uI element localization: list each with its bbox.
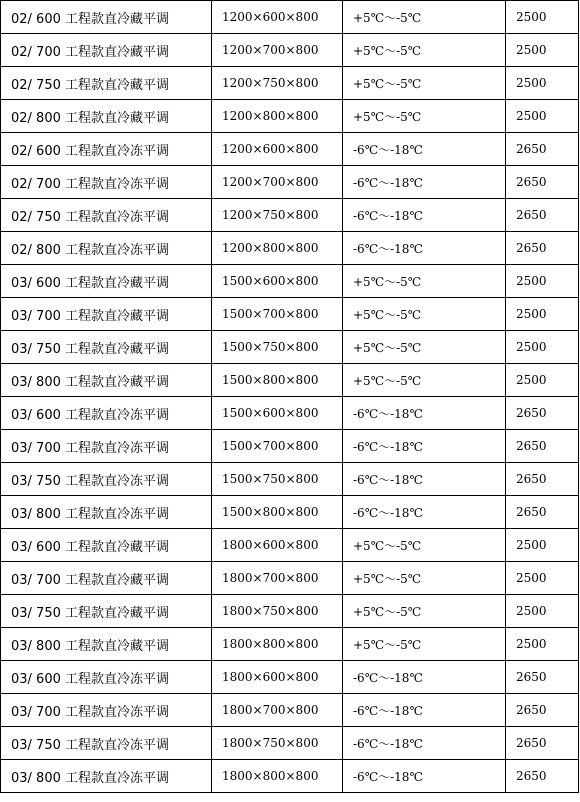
price-cell: 2500: [506, 1, 579, 34]
price-cell: 2500: [506, 628, 579, 661]
temperature-cell: -6℃～-18℃: [343, 232, 506, 265]
temperature-cell: +5℃～-5℃: [343, 1, 506, 34]
table-row: [1, 1, 579, 34]
model-cell: 02/ 750 工程款直冷冻平调: [1, 199, 212, 232]
temperature-cell: +5℃～-5℃: [343, 265, 506, 298]
model-cell: 03/ 750 工程款直冷藏平调: [1, 331, 212, 364]
size-cell: 1500×750×800: [212, 331, 343, 364]
price-cell: 2650: [506, 694, 579, 727]
size-cell: 1200×800×800: [212, 100, 343, 133]
temperature-cell: +5℃～-5℃: [343, 100, 506, 133]
temperature-cell: -6℃～-18℃: [343, 727, 506, 760]
temperature-cell: +5℃～-5℃: [343, 364, 506, 397]
model-cell: 03/ 700 工程款直冷藏平调: [1, 298, 212, 331]
temperature-cell: +5℃～-5℃: [343, 595, 506, 628]
model-cell: 03/ 700 工程款直冷冻平调: [1, 430, 212, 463]
model-cell: 02/ 750 工程款直冷藏平调: [1, 67, 212, 100]
table-row: [1, 364, 579, 397]
table-row: [1, 265, 579, 298]
table-row: [1, 67, 579, 100]
size-cell: 1500×800×800: [212, 364, 343, 397]
price-cell: 2650: [506, 430, 579, 463]
temperature-cell: +5℃～-5℃: [343, 67, 506, 100]
table-body: [1, 1, 579, 793]
size-cell: 1800×750×800: [212, 595, 343, 628]
size-cell: 1200×750×800: [212, 67, 343, 100]
table-row: [1, 430, 579, 463]
price-cell: 2650: [506, 661, 579, 694]
size-cell: 1200×600×800: [212, 1, 343, 34]
table-row: [1, 463, 579, 496]
price-cell: 2500: [506, 67, 579, 100]
price-cell: 2500: [506, 595, 579, 628]
model-cell: 03/ 600 工程款直冷冻平调: [1, 661, 212, 694]
table-row: [1, 298, 579, 331]
price-cell: 2500: [506, 100, 579, 133]
table-row: [1, 34, 579, 67]
model-cell: 03/ 800 工程款直冷冻平调: [1, 760, 212, 793]
size-cell: 1200×700×800: [212, 166, 343, 199]
price-cell: 2650: [506, 232, 579, 265]
temperature-cell: +5℃～-5℃: [343, 331, 506, 364]
model-cell: 02/ 600 工程款直冷冻平调: [1, 133, 212, 166]
table-row: [1, 331, 579, 364]
price-cell: 2650: [506, 133, 579, 166]
temperature-cell: +5℃～-5℃: [343, 298, 506, 331]
temperature-cell: -6℃～-18℃: [343, 496, 506, 529]
size-cell: 1800×750×800: [212, 727, 343, 760]
size-cell: 1800×600×800: [212, 529, 343, 562]
temperature-cell: -6℃～-18℃: [343, 694, 506, 727]
temperature-cell: +5℃～-5℃: [343, 562, 506, 595]
table-row: [1, 397, 579, 430]
temperature-cell: +5℃～-5℃: [343, 529, 506, 562]
model-cell: 02/ 700 工程款直冷藏平调: [1, 34, 212, 67]
model-cell: 03/ 750 工程款直冷藏平调: [1, 595, 212, 628]
price-cell: 2650: [506, 760, 579, 793]
table-row: [1, 199, 579, 232]
table-row: [1, 760, 579, 793]
size-cell: 1200×600×800: [212, 133, 343, 166]
size-cell: 1500×750×800: [212, 463, 343, 496]
temperature-cell: +5℃～-5℃: [343, 34, 506, 67]
size-cell: 1800×600×800: [212, 661, 343, 694]
size-cell: 1200×750×800: [212, 199, 343, 232]
table-row: [1, 133, 579, 166]
model-cell: 03/ 800 工程款直冷藏平调: [1, 628, 212, 661]
price-cell: 2500: [506, 331, 579, 364]
price-cell: 2500: [506, 364, 579, 397]
table-row: [1, 166, 579, 199]
temperature-cell: -6℃～-18℃: [343, 661, 506, 694]
size-cell: 1200×800×800: [212, 232, 343, 265]
price-cell: 2650: [506, 463, 579, 496]
price-cell: 2500: [506, 34, 579, 67]
model-cell: 03/ 700 工程款直冷藏平调: [1, 562, 212, 595]
table-row: [1, 496, 579, 529]
model-cell: 03/ 600 工程款直冷藏平调: [1, 265, 212, 298]
model-cell: 03/ 700 工程款直冷冻平调: [1, 694, 212, 727]
size-cell: 1800×800×800: [212, 628, 343, 661]
table-row: [1, 628, 579, 661]
model-cell: 02/ 800 工程款直冷藏平调: [1, 100, 212, 133]
model-cell: 03/ 800 工程款直冷藏平调: [1, 364, 212, 397]
size-cell: 1800×700×800: [212, 694, 343, 727]
price-cell: 2650: [506, 727, 579, 760]
size-cell: 1500×600×800: [212, 265, 343, 298]
temperature-cell: -6℃～-18℃: [343, 166, 506, 199]
size-cell: 1800×800×800: [212, 760, 343, 793]
price-cell: 2650: [506, 397, 579, 430]
model-cell: 03/ 600 工程款直冷冻平调: [1, 397, 212, 430]
table-row: [1, 100, 579, 133]
table-row: [1, 694, 579, 727]
model-cell: 03/ 750 工程款直冷冻平调: [1, 463, 212, 496]
table-row: [1, 595, 579, 628]
temperature-cell: -6℃～-18℃: [343, 430, 506, 463]
table-row: [1, 661, 579, 694]
table-row: [1, 727, 579, 760]
size-cell: 1500×800×800: [212, 496, 343, 529]
temperature-cell: -6℃～-18℃: [343, 463, 506, 496]
temperature-cell: -6℃～-18℃: [343, 397, 506, 430]
model-cell: 03/ 600 工程款直冷藏平调: [1, 529, 212, 562]
price-cell: 2650: [506, 199, 579, 232]
price-cell: 2500: [506, 562, 579, 595]
size-cell: 1800×700×800: [212, 562, 343, 595]
table-row: [1, 562, 579, 595]
model-cell: 03/ 800 工程款直冷冻平调: [1, 496, 212, 529]
temperature-cell: +5℃～-5℃: [343, 628, 506, 661]
size-cell: 1500×700×800: [212, 430, 343, 463]
model-cell: 02/ 700 工程款直冷冻平调: [1, 166, 212, 199]
size-cell: 1200×700×800: [212, 34, 343, 67]
price-cell: 2650: [506, 496, 579, 529]
price-cell: 2650: [506, 166, 579, 199]
table-row: [1, 529, 579, 562]
table-row: [1, 232, 579, 265]
temperature-cell: -6℃～-18℃: [343, 133, 506, 166]
price-cell: 2500: [506, 265, 579, 298]
size-cell: 1500×600×800: [212, 397, 343, 430]
temperature-cell: -6℃～-18℃: [343, 199, 506, 232]
size-cell: 1500×700×800: [212, 298, 343, 331]
price-cell: 2500: [506, 298, 579, 331]
model-cell: 02/ 800 工程款直冷冻平调: [1, 232, 212, 265]
temperature-cell: -6℃～-18℃: [343, 760, 506, 793]
model-cell: 02/ 600 工程款直冷藏平调: [1, 1, 212, 34]
price-cell: 2500: [506, 529, 579, 562]
model-cell: 03/ 750 工程款直冷冻平调: [1, 727, 212, 760]
